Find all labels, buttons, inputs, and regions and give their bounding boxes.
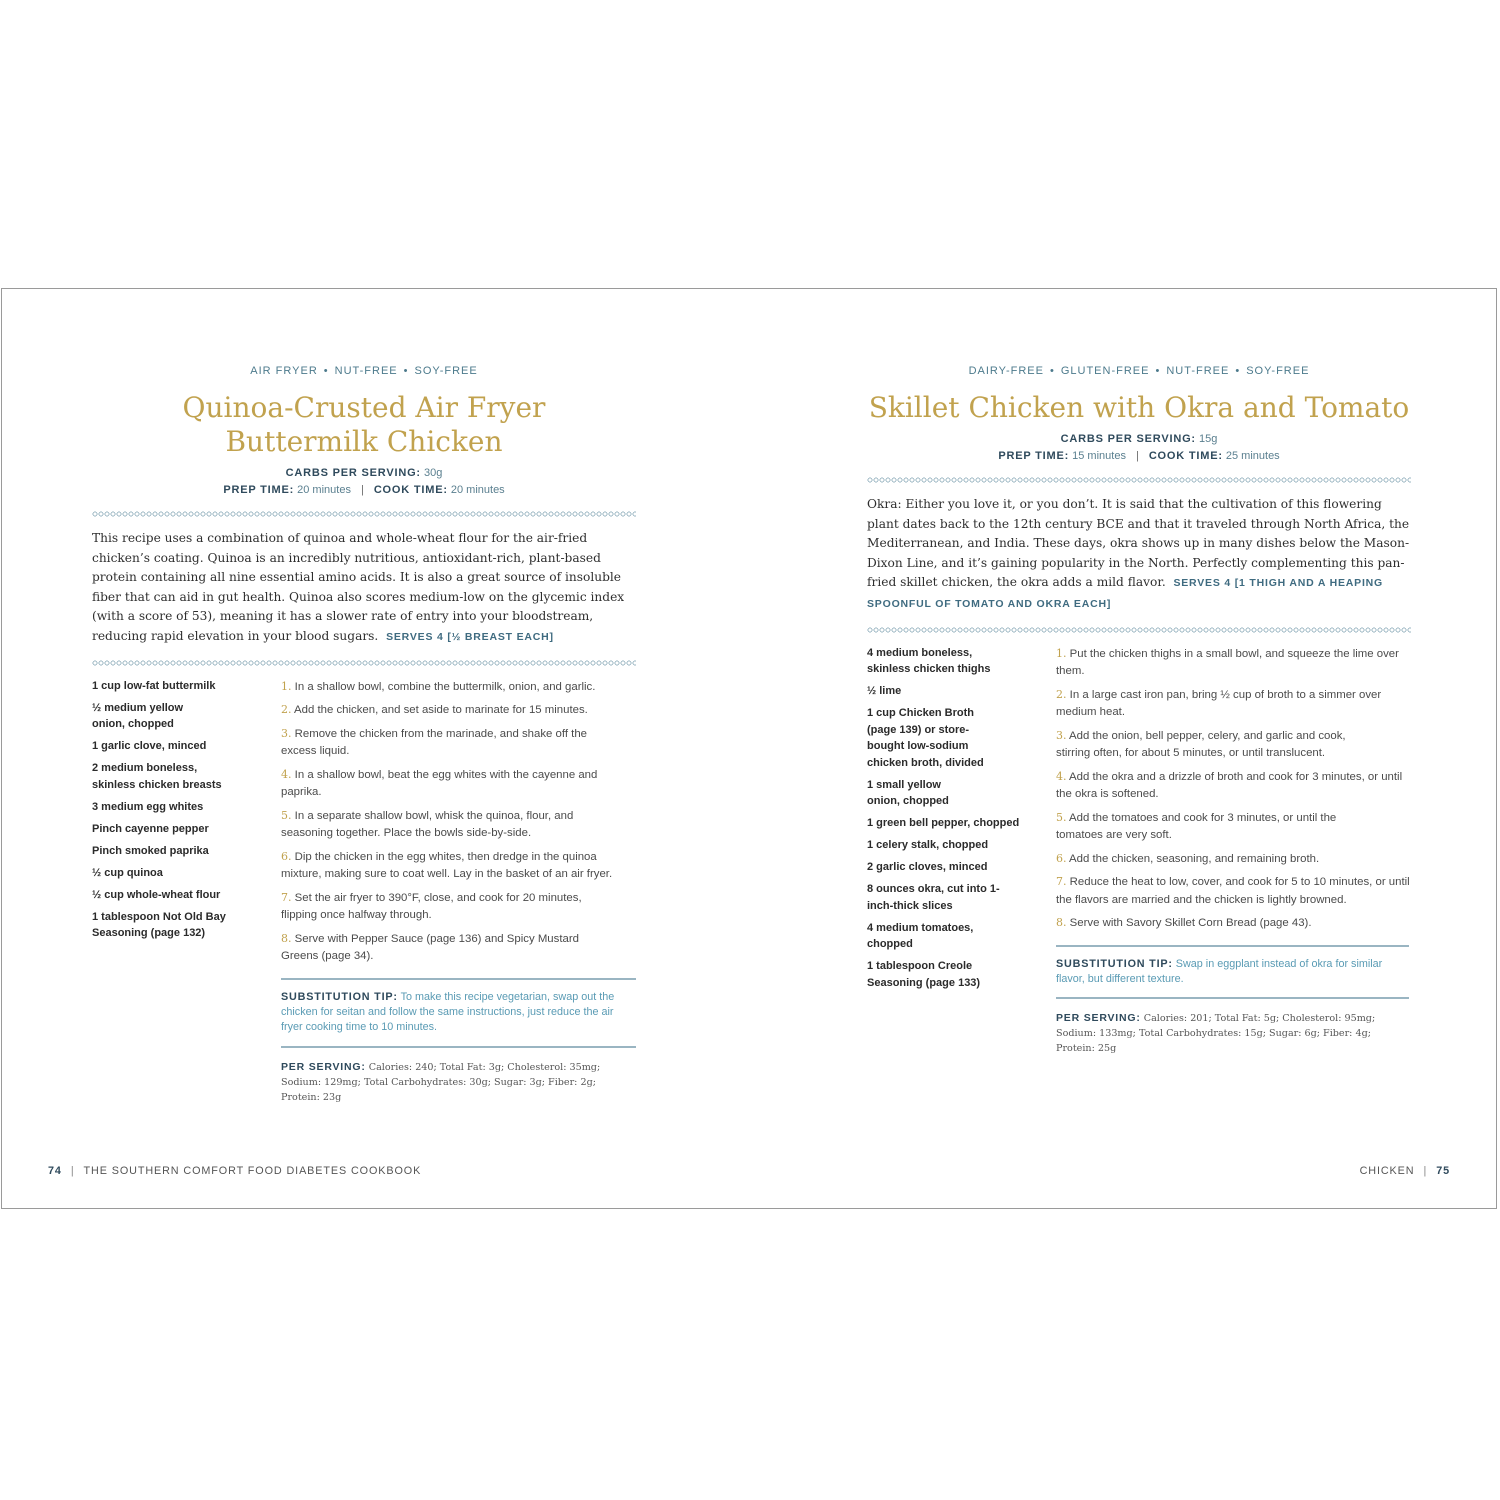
step-item <box>281 807 606 842</box>
cook-label: COOK TIME: <box>373 484 448 496</box>
step-item <box>281 725 621 760</box>
ingredient-item: Pinch smoked paprika <box>92 844 209 857</box>
step-text: In a shallow bowl, combine the buttermilk, onion, and garlic. <box>294 680 596 693</box>
ingredient-item: 1 green bell pepper, chopped <box>867 817 1020 830</box>
substitution-tip <box>1056 945 1409 1000</box>
ingredient-item: ½ cup whole-wheat flour <box>92 888 221 901</box>
ingredient-item: 8 ounces okra, cut into 1-inch-thick slices <box>867 883 1000 912</box>
cook-value: 20 minutes <box>450 484 505 496</box>
diet-tags: DAIRY-FREE • GLUTEN-FREE • NUT-FREE • SOY-FREE <box>968 365 1310 377</box>
diet-tag: GLUTEN-FREE <box>1060 365 1150 377</box>
carbs-label: CARBS PER SERVING: <box>285 467 421 479</box>
nutrition-label: PER SERVING: <box>281 1060 366 1073</box>
step-number: 2. <box>1056 687 1067 701</box>
wave-divider <box>92 511 636 517</box>
step-item <box>281 766 611 801</box>
tip-label: SUBSTITUTION TIP: <box>1056 957 1173 970</box>
cook-label: COOK TIME: <box>1148 450 1223 462</box>
right-footer: CHICKEN | 75 <box>1359 1165 1450 1177</box>
step-number: 5. <box>281 809 292 823</box>
prep-value: 20 minutes <box>297 484 351 496</box>
page-number: 75 <box>1436 1165 1450 1177</box>
right-page <box>867 289 1411 1208</box>
prep-label: PREP TIME: <box>998 450 1070 462</box>
diet-tag: NUT-FREE <box>1166 365 1230 377</box>
step-number: 2. <box>281 703 292 717</box>
recipe-body <box>867 645 1411 1057</box>
ingredient-item: 4 medium tomatoes, chopped <box>867 921 974 951</box>
step-number: 4. <box>281 768 292 782</box>
intro-text: This recipe uses a combination of quinoa and whole-wheat flour for the air-fried chicken’s coating. Quinoa is an incredibly nutritious, antioxidant-rich, plant-based protein containing all nine essential amino acids. It is also a great source of insoluble fiber that can aid in gut health. Quinoa also scores medium-low on the glycemic index (with a score of 53), meaning it has a slower rate of entry into your bloodstream, reducing rapid elevation in your blood sugars. <box>92 531 625 643</box>
serves-text: SERVES 4 [1 THIGH AND A HEAPING SPOONFUL OF TOMATO AND OKRA EACH] <box>867 577 1384 610</box>
step-text: Add the chicken, seasoning, and remaining broth. <box>1069 852 1320 865</box>
ingredient-item: 2 medium boneless, skinless chicken breasts <box>92 762 222 791</box>
ingredient-item: ½ lime <box>867 685 902 698</box>
recipe-intro <box>92 529 636 648</box>
ingredient-item: 1 cup Chicken Broth (page 139) or store-bought low-sodium chicken broth, divided <box>867 707 984 769</box>
ingredient-item: 1 celery stalk, chopped <box>867 839 989 852</box>
running-head: THE SOUTHERN COMFORT FOOD DIABETES COOKBOOK <box>83 1165 422 1177</box>
diet-tags: AIR FRYER • NUT-FREE • SOY-FREE <box>250 365 478 377</box>
ingredient-item: 1 garlic clove, minced <box>92 740 207 753</box>
ingredient-item: 2 garlic cloves, minced <box>867 861 988 874</box>
step-item <box>281 701 636 719</box>
recipe-meta: CARBS PER SERVING: 30g PREP TIME: 20 minutes | COOK TIME: 20 minutes <box>223 467 505 496</box>
step-number: 3. <box>281 727 292 741</box>
step-number: 3. <box>1056 728 1067 742</box>
ingredient-item: 3 medium egg whites <box>92 800 204 813</box>
recipe-body <box>92 678 636 1105</box>
step-item <box>1056 727 1381 762</box>
step-number: 5. <box>1056 810 1067 824</box>
step-text: Serve with Pepper Sauce (page 136) and Spicy Mustard Greens (page 34). <box>281 933 579 963</box>
step-text: Add the okra and a drizzle of broth and cook for 3 minutes, or until the okra is softened. <box>1056 770 1403 800</box>
ingredient-item: Pinch cayenne pepper <box>92 822 209 835</box>
step-text: In a separate shallow bowl, whisk the quinoa, flour, and seasoning together. Place the bowls side-by-side. <box>281 810 574 840</box>
step-item <box>281 930 616 965</box>
nutrition-info <box>281 1060 636 1105</box>
step-item <box>281 848 631 883</box>
step-item <box>1056 873 1411 908</box>
step-text: In a shallow bowl, beat the egg whites with the cayenne and paprika. <box>281 769 598 799</box>
wave-divider <box>92 660 636 666</box>
ingredient-item: 1 tablespoon Not Old Bay Seasoning (page 132) <box>92 910 226 940</box>
step-item <box>1056 768 1411 803</box>
wave-divider <box>867 477 1411 483</box>
recipe-intro <box>867 495 1411 615</box>
step-number: 4. <box>1056 769 1067 783</box>
ingredient-item: 4 medium boneless, skinless chicken thighs <box>867 646 991 676</box>
title-line: Skillet Chicken with Okra and Tomato <box>868 391 1410 424</box>
step-number: 1. <box>1056 646 1067 660</box>
running-head: CHICKEN <box>1359 1165 1415 1177</box>
ingredient-item: 1 tablespoon Creole Seasoning (page 133) <box>867 960 981 989</box>
step-number: 1. <box>281 679 292 693</box>
nutrition-text: Calories: 240; Total Fat: 3g; Cholesterol: 35mg; Sodium: 129mg; Total Carbohydrates: 30g; Sugar: 3g; Fiber: 2g; Protein: 23g <box>281 1061 601 1103</box>
book-spread <box>1 288 1497 1209</box>
tip-text: To make this recipe vegetarian, swap out the chicken for seitan and follow the same instructions, just reduce the air fryer cooking time to 10 minutes. <box>281 990 615 1034</box>
title-line: Quinoa-Crusted Air Fryer <box>182 391 546 424</box>
carbs-value: 30g <box>423 467 443 479</box>
nutrition-text: Calories: 201; Total Fat: 5g; Cholesterol: 95mg; Sodium: 133mg; Total Carbohydrates: 15g; Sugar: 6g; Fiber: 4g; Protein: 25g <box>1056 1013 1376 1055</box>
ingredient-list <box>867 645 1056 1057</box>
carbs-value: 15g <box>1198 433 1218 445</box>
nutrition-info <box>1056 1011 1401 1056</box>
ingredient-item: ½ medium yellow onion, chopped <box>92 701 184 731</box>
step-item <box>1056 850 1411 868</box>
prep-value: 15 minutes <box>1072 450 1126 462</box>
diet-tag: SOY-FREE <box>414 365 478 377</box>
step-text: Dip the chicken in the egg whites, then dredge in the quinoa mixture, making sure to coat well. Lay in the basket of an air fryer. <box>281 851 613 881</box>
serves-text: SERVES 4 [½ BREAST EACH] <box>386 630 554 643</box>
step-item <box>281 889 616 924</box>
left-footer: 74 | THE SOUTHERN COMFORT FOOD DIABETES COOKBOOK <box>48 1165 422 1177</box>
ingredient-item: ½ cup quinoa <box>92 866 163 879</box>
step-text: Reduce the heat to low, cover, and cook for 5 to 10 minutes, or until the flavors are married and the chicken is lightly browned. <box>1056 876 1410 906</box>
tip-label: SUBSTITUTION TIP: <box>281 990 398 1003</box>
recipe-title <box>92 391 636 459</box>
carbs-label: CARBS PER SERVING: <box>1060 433 1196 445</box>
step-item <box>1056 809 1376 844</box>
step-text: Set the air fryer to 390°F, close, and cook for 20 minutes, flipping once halfway through. <box>281 892 582 922</box>
step-item <box>1056 645 1401 680</box>
wave-divider <box>867 627 1411 633</box>
nutrition-label: PER SERVING: <box>1056 1012 1141 1025</box>
ingredient-item: 1 small yellow onion, chopped <box>867 778 949 808</box>
substitution-tip <box>281 978 636 1048</box>
step-number: 6. <box>1056 851 1067 865</box>
diet-tag: NUT-FREE <box>334 365 398 377</box>
step-text: Add the chicken, and set aside to marinate for 15 minutes. <box>294 704 588 717</box>
step-list <box>1056 645 1411 1057</box>
recipe-title <box>867 391 1411 425</box>
recipe-meta: CARBS PER SERVING: 15g PREP TIME: 15 minutes | COOK TIME: 25 minutes <box>998 433 1280 462</box>
left-page <box>92 289 636 1208</box>
step-text: Remove the chicken from the marinade, and shake off the excess liquid. <box>281 728 587 758</box>
ingredient-item: 1 cup low-fat buttermilk <box>92 679 216 692</box>
step-text: Serve with Savory Skillet Corn Bread (page 43). <box>1069 917 1312 930</box>
step-item <box>1056 686 1411 721</box>
title-line: Buttermilk Chicken <box>225 425 503 458</box>
step-number: 7. <box>281 891 292 905</box>
intro-text: Okra: Either you love it, or you don’t. It is said that the cultivation of this flowering plant dates back to the 12th century BCE and that it traveled through North Africa, the Mediterranean, and India. These days, okra shows up in many dishes below the Mason-Dixon Line, and it’s gaining popularity in the North. Perfectly complementing this pan-fried skillet chicken, the okra adds a mild flavor. <box>867 497 1410 590</box>
step-number: 8. <box>281 932 292 946</box>
step-text: Add the tomatoes and cook for 3 minutes, or until the tomatoes are very soft. <box>1056 811 1337 841</box>
page-number: 74 <box>48 1165 62 1177</box>
cook-value: 25 minutes <box>1225 450 1280 462</box>
tip-text: Swap in eggplant instead of okra for similar flavor, but different texture. <box>1056 957 1383 985</box>
step-number: 8. <box>1056 916 1067 930</box>
step-text: Put the chicken thighs in a small bowl, and squeeze the lime over them. <box>1056 647 1399 677</box>
step-text: Add the onion, bell pepper, celery, and garlic and cook, stirring often, for about 5 minutes, or until translucent. <box>1056 729 1346 759</box>
diet-tag: AIR FRYER <box>250 365 318 377</box>
step-text: In a large cast iron pan, bring ½ cup of broth to a simmer over medium heat. <box>1056 688 1382 718</box>
step-item <box>281 678 636 696</box>
diet-tag: SOY-FREE <box>1246 365 1310 377</box>
step-number: 7. <box>1056 875 1067 889</box>
step-list <box>281 678 636 1105</box>
step-number: 6. <box>281 850 292 864</box>
step-item <box>1056 914 1411 932</box>
ingredient-list <box>92 678 281 1105</box>
diet-tag: DAIRY-FREE <box>968 365 1044 377</box>
prep-label: PREP TIME: <box>223 484 295 496</box>
